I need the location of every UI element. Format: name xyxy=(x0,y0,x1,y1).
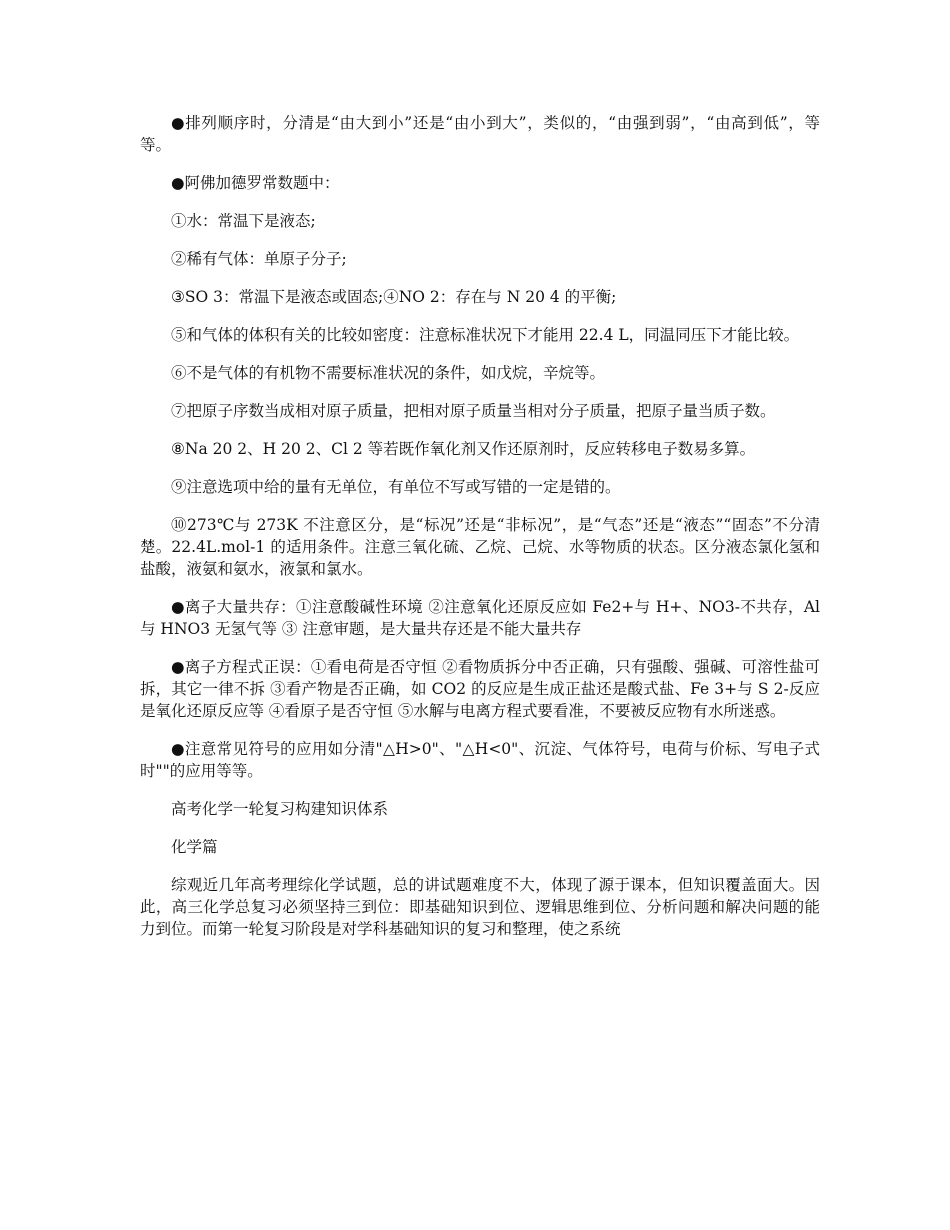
paragraph-units: ⑨注意选项中给的量有无单位，有单位不写或写错的一定是错的。 xyxy=(171,478,621,496)
paragraph-ion-coexistence: ●离子大量共存：①注意酸碱性环境 ②注意氧化还原反应如 Fe2+与 H+、NO3-不共存，Al 与 HNO3 无氢气等 ③ 注意审题，是大量共存还是不能大量共存 xyxy=(140,598,820,638)
paragraph-avogadro-heading: ●阿佛加德罗常数题中： xyxy=(171,174,340,192)
section-title: 高考化学一轮复习构建知识体系 xyxy=(171,800,389,818)
paragraph-noble-gas: ②稀有气体：单原子分子; xyxy=(171,250,347,268)
paragraph-so3-no2: ③SO 3：常温下是液态或固态;④NO 2：存在与 N 20 4 的平衡; xyxy=(171,288,617,306)
paragraph-atomic-number: ⑦把原子序数当成相对原子质量，把相对原子质量当相对分子质量，把原子量当质子数。 xyxy=(171,402,776,420)
paragraph-overview: 综观近几年高考理综化学试题，总的讲试题难度不大，体现了源于课本，但知识覆盖面大。因此，高三化学总复习必须坚持三到位：即基础知识到位、逻辑思维到位、分析问题和解决问题的能力到位。而第一轮复习阶段是对学科基础知识的复习和整理，使之系统 xyxy=(140,876,820,938)
section-subtitle: 化学篇 xyxy=(171,838,218,856)
paragraph-water: ①水：常温下是液态; xyxy=(171,212,316,230)
paragraph-electron-transfer: ⑧Na 20 2、H 20 2、Cl 2 等若既作氧化剂又作还原剂时，反应转移电子数易多算。 xyxy=(171,440,756,458)
document-page xyxy=(140,112,820,956)
paragraph-gas-volume: ⑤和气体的体积有关的比较如密度：注意标准状况下才能用 22.4 L，同温同压下才能比较。 xyxy=(171,326,800,344)
paragraph-sort-order: ●排列顺序时，分清是“由大到小”还是“由小到大”，类似的，“由强到弱”，“由高到低”，等等。 xyxy=(140,114,820,154)
paragraph-symbols: ●注意常见符号的应用如分清"△H>0"、"△H<0"、沉淀、气体符号，电荷与价标、写电子式时""的应用等等。 xyxy=(140,740,820,780)
paragraph-standard-conditions: ⑩273℃与 273K 不注意区分，是“标况”还是“非标况”，是“气态”还是“液态”“固态”不分清楚。22.4L.mol-1 的适用条件。注意三氧化硫、乙烷、己烷、水等物质的状态。区分液态氯化氢和盐酸，液氨和氨水，液氯和氯水。 xyxy=(140,516,820,578)
paragraph-ionic-equations: ●离子方程式正误：①看电荷是否守恒 ②看物质拆分中否正确，只有强酸、强碱、可溶性盐可拆，其它一律不拆 ③看产物是否正确，如 CO2 的反应是生成正盐还是酸式盐、Fe 3+与 S 2-反应是氧化还原反应等 ④看原子是否守恒 ⑤水解与电离方程式要看准，不要被反应物有水所迷惑。 xyxy=(140,658,820,720)
paragraph-non-gas-organics: ⑥不是气体的有机物不需要标准状况的条件，如戊烷，辛烷等。 xyxy=(171,364,606,382)
